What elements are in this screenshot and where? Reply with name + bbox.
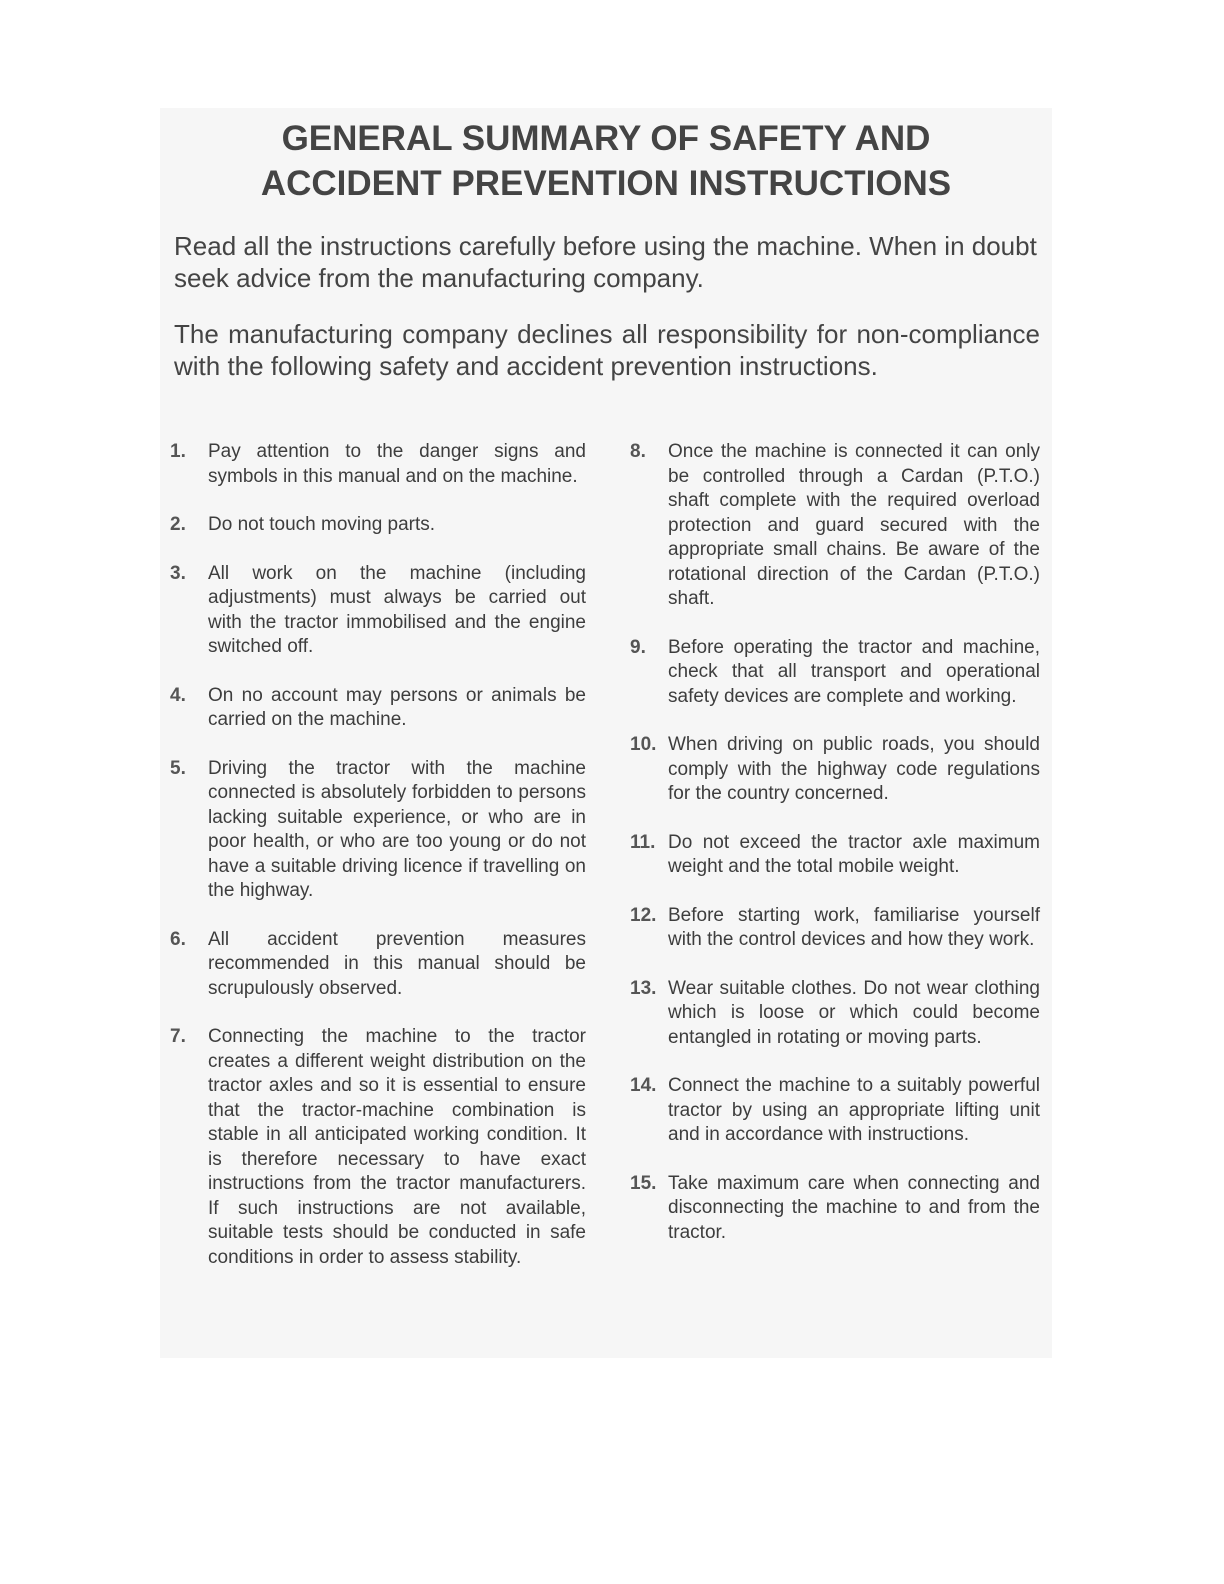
instruction-item-4 (170, 684, 586, 733)
title-line-2: ACCIDENT PREVENTION INSTRUCTIONS (260, 164, 952, 203)
item-number: 6. (170, 928, 186, 950)
instruction-item-1 (170, 440, 586, 489)
item-text: Connecting the machine to the tractor creates a different weight distribution on the tractor axles and so it is essential to ensure that the tractor-machine combination is stable in all anticipated working condition. It is therefore necessary to have exact instructions from the tractor manufacturers. If such instructions are not available, suitable tests should be conducted in safe conditions in order to assess stability. (208, 1026, 586, 1268)
item-text: All work on the machine (including adjustments) must always be carried out with the tractor immobilised and the engine switched off. (208, 562, 586, 657)
item-text: Wear suitable clothes. Do not wear clothing which is loose or which could become entangled in rotating or moving parts. (668, 977, 1040, 1048)
item-text: On no account may persons or animals be carried on the machine. (208, 684, 586, 730)
instruction-item-13 (630, 977, 1040, 1051)
instruction-item-8 (630, 440, 1040, 612)
item-number: 8. (630, 441, 646, 462)
title-line-1: GENERAL SUMMARY OF SAFETY AND (281, 119, 931, 158)
item-number: 2. (170, 514, 186, 535)
instruction-item-7 (170, 1025, 586, 1270)
page-title (160, 116, 1052, 206)
instructions-list-right-column (630, 440, 1040, 1269)
instruction-item-6 (170, 928, 586, 1002)
instruction-item-10 (630, 733, 1040, 807)
intro-paragraph-responsibility: The manufacturing company declines all responsibility for non-compliance with the following safety and accident prevention instructions. (174, 319, 1040, 381)
item-text: Pay attention to the danger signs and symbols in this manual and on the machine. (208, 441, 586, 487)
item-text: Connect the machine to a suitably powerful tractor by using an appropriate lifting unit and in accordance with instructions. (668, 1075, 1040, 1145)
instruction-item-9 (630, 636, 1040, 710)
instruction-item-5 (170, 757, 586, 904)
item-text: All accident prevention measures recommended in this manual should be scrupulously observed. (208, 928, 586, 999)
instruction-item-3 (170, 562, 586, 660)
item-number: 9. (630, 636, 646, 658)
intro-paragraph-read-instructions: Read all the instructions carefully before using the machine. When in doubt seek advice from the manufacturing company. (174, 231, 1037, 293)
item-text: Do not touch moving parts. (208, 514, 436, 535)
item-number: 14. (630, 1075, 657, 1096)
item-number: 4. (170, 684, 186, 706)
item-text: Driving the tractor with the machine connected is absolutely forbidden to persons lacking suitable experience, or who are in poor health, or who are too young or do not have a suitable driving licence if travelling on the highway. (208, 757, 586, 901)
item-number: 10. (630, 734, 657, 755)
item-text: Before operating the tractor and machine, check that all transport and operational safety devices are complete and working. (668, 636, 1040, 707)
item-text: Once the machine is connected it can only be controlled through a Cardan (P.T.O.) shaft complete with the required overload protection and guard secured with the appropriate small chains. Be aware of the rotational direction of the Cardan (P.T.O.) shaft. (668, 441, 1040, 609)
instruction-item-2 (170, 513, 586, 538)
item-number: 11. (630, 831, 656, 853)
instruction-item-12 (630, 904, 1040, 953)
item-text: Do not exceed the tractor axle maximum weight and the total mobile weight. (668, 831, 1040, 877)
item-number: 5. (170, 757, 186, 779)
item-number: 7. (170, 1026, 186, 1047)
item-number: 12. (630, 904, 657, 926)
item-text: When driving on public roads, you should comply with the highway code regulations for the country concerned. (668, 734, 1040, 804)
instruction-item-15 (630, 1172, 1040, 1246)
item-number: 13. (630, 977, 657, 999)
item-number: 1. (170, 441, 186, 462)
instructions-list-left-column (170, 440, 586, 1294)
item-number: 3. (170, 562, 186, 584)
instruction-item-11 (630, 831, 1040, 880)
instruction-item-14 (630, 1074, 1040, 1148)
item-text: Before starting work, familiarise yourself with the control devices and how they work. (668, 904, 1040, 950)
item-number: 15. (630, 1172, 657, 1194)
item-text: Take maximum care when connecting and disconnecting the machine to and from the tractor. (668, 1172, 1040, 1243)
